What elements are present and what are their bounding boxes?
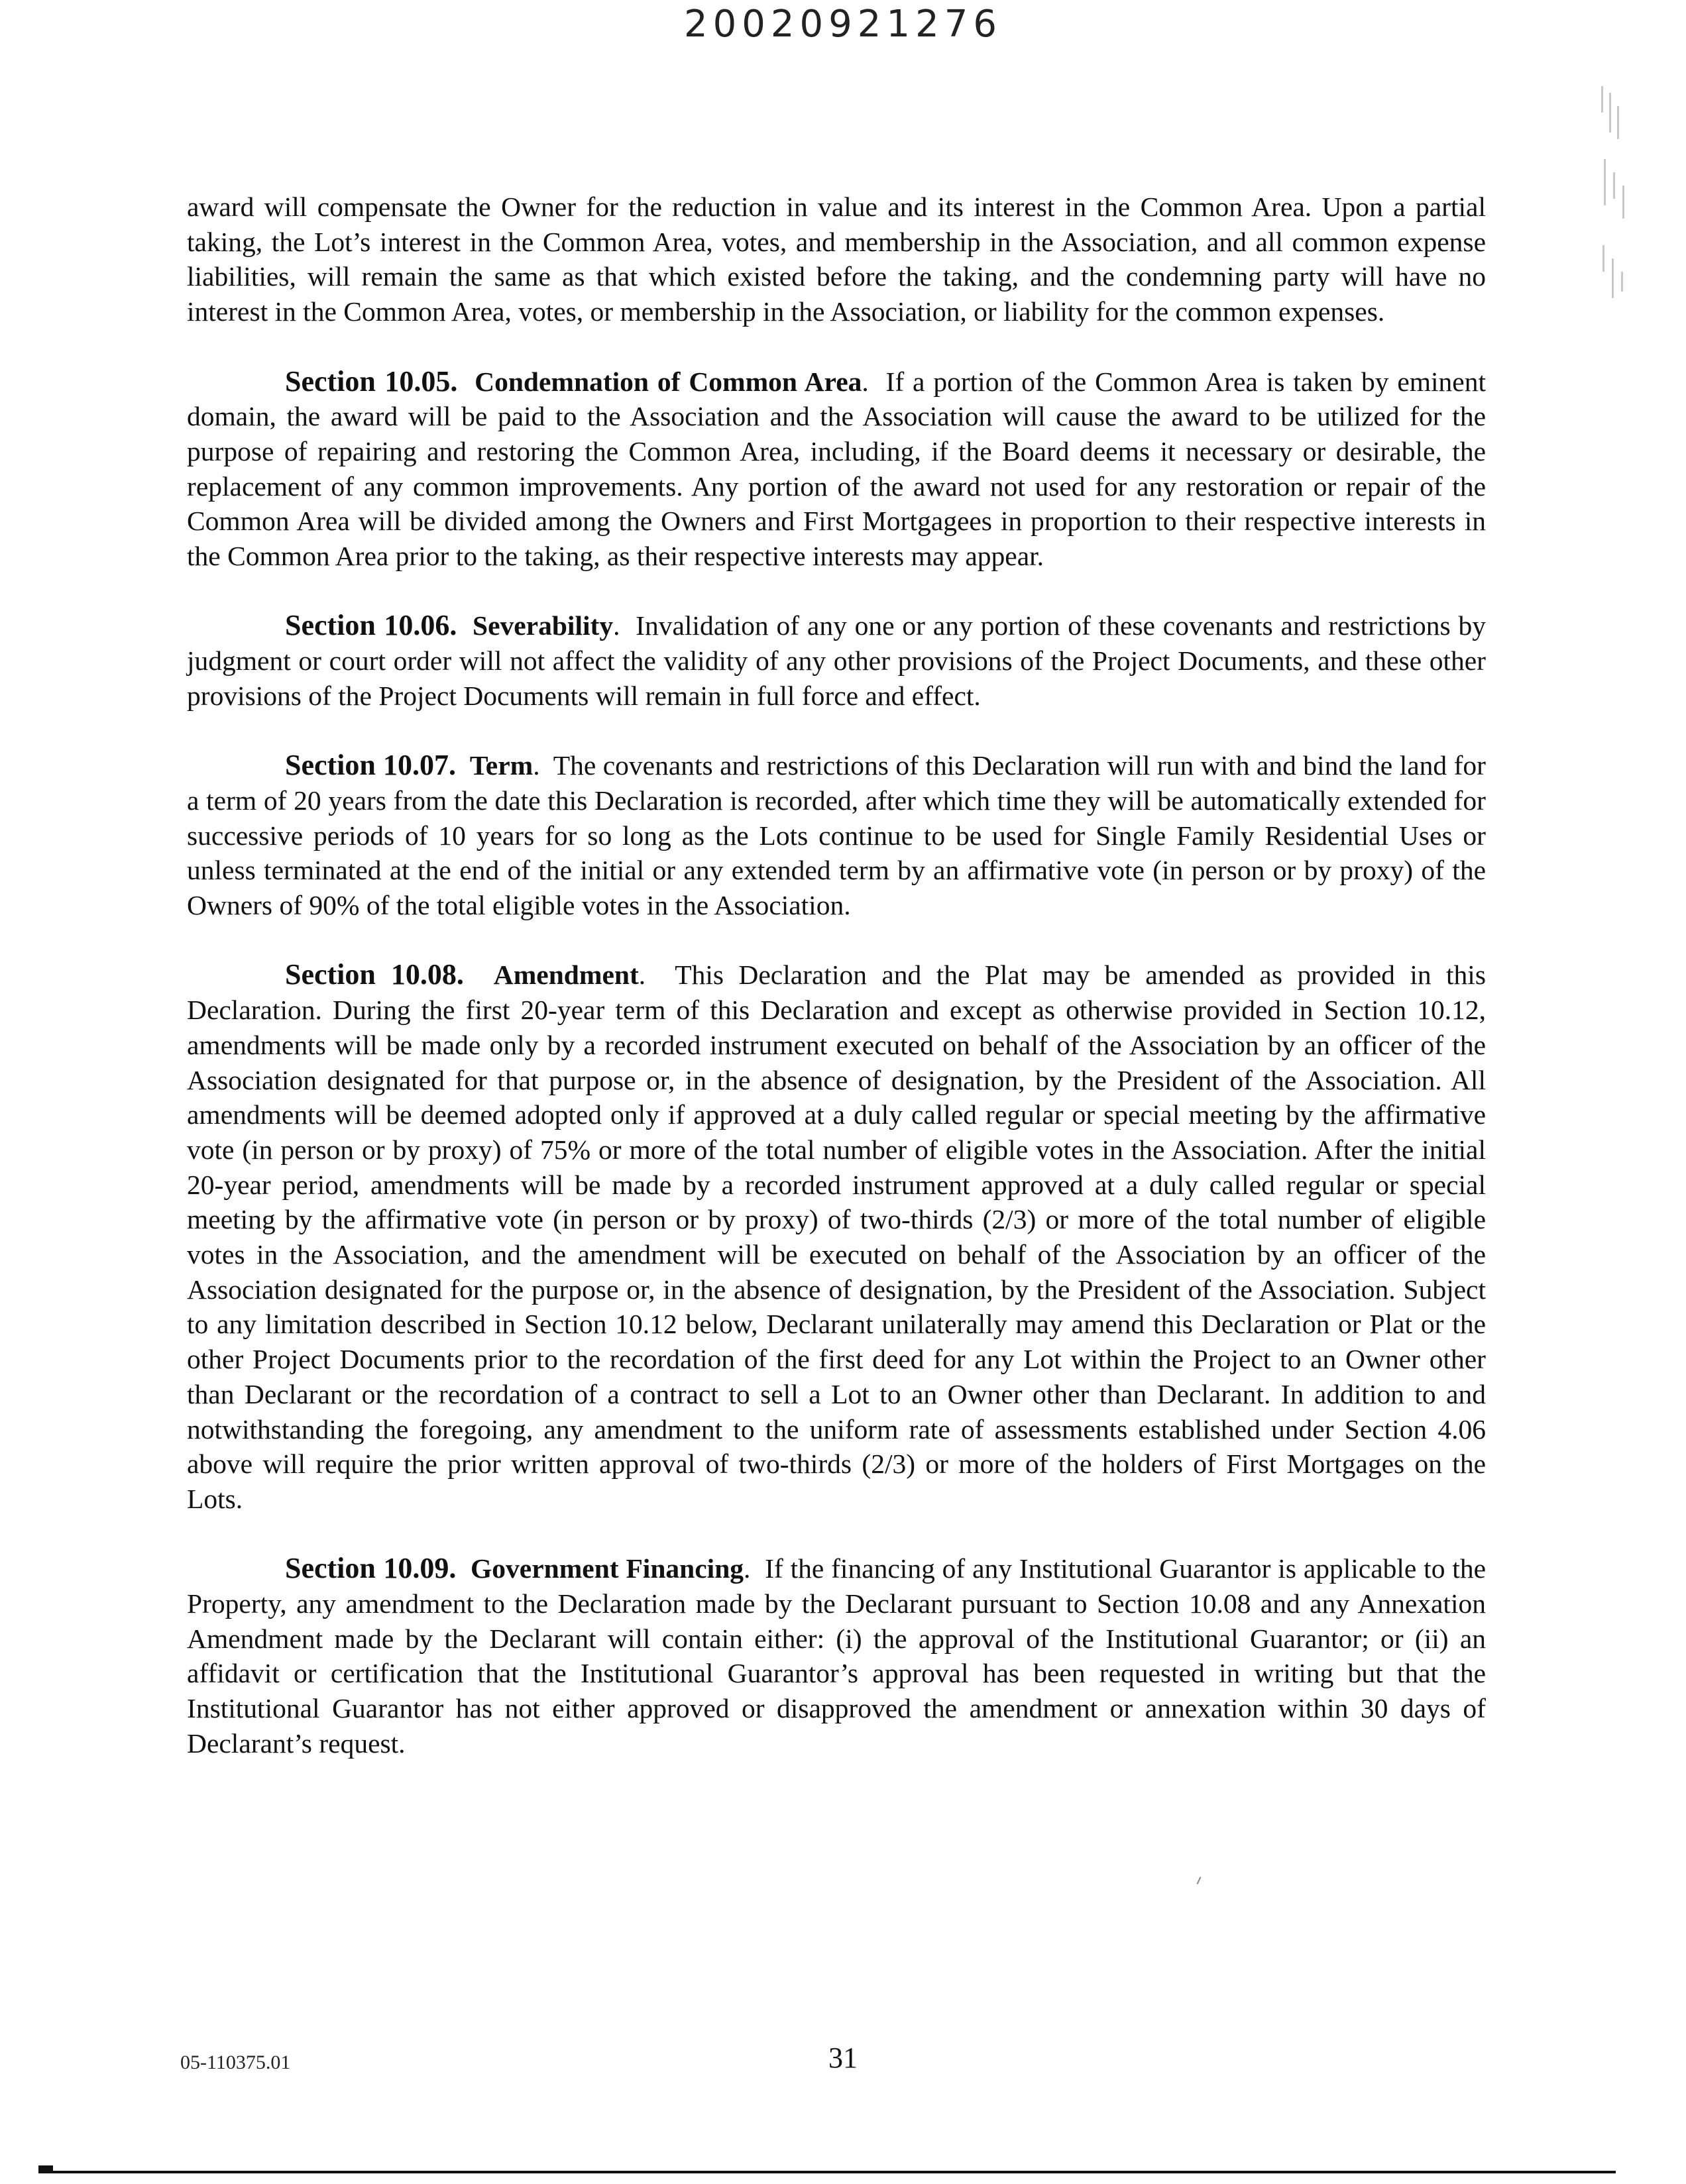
- section-10-09: Section 10.09. Government Financing. If the financing of any Institutional Guarantor is applicable to the Property, any amendment to the Declaration made by the Declarant pursuant to Section 10.08 and any Annexation Amendment made by the Declarant will contain either: (i) the approval of the Institutional Guarantor; or (ii) an affidavit or certification that the Institutional Guarantor’s approval has been requested in writing but that the Institutional Guarantor has not either approved or disapproved the amendment or annexation within 30 days of Declarant’s request.: [187, 1552, 1486, 1759]
- bottom-rule: [38, 2171, 1616, 2173]
- section-title: Term: [469, 750, 534, 781]
- section-text: If a portion of the Common Area is taken by eminent domain, the award will be paid to the Association and the Association will cause the award to be utilized for the purpose of repairing and restoring the Common Area, including, if the Board deems it necessary or desirable, the replacement of any common improvements. Any portion of the award not used for any restoration or repair of the Common Area will be divided among the Owners and First Mortgagees in proportion to their respective interests in the Common Area prior to the taking, as their respective interests may appear.: [187, 366, 1486, 572]
- pen-mark: [1197, 1877, 1202, 1884]
- side-stamp-mark: [1597, 86, 1637, 305]
- document-number: 20020921276: [684, 3, 1002, 46]
- section-10-05: Section 10.05. Condemnation of Common Area. If a portion of the Common Area is taken by eminent domain, the award will be paid to the Association and the Association will cause the award to be utilized for the purpose of repairing and restoring the Common Area, including, if the Board deems it necessary or desirable, the replacement of any common improvements. Any portion of the award not used for any restoration or repair of the Common Area will be divided among the Owners and First Mortgagees in proportion to their respective interests in the Common Area prior to the taking, as their respective interests may appear.: [187, 364, 1486, 572]
- page-number: 31: [828, 2042, 858, 2074]
- section-text: Invalidation of any one or any portion of these covenants and restrictions by judgment or court order will not affect the validity of any other provisions of the Project Documents, and these other provisions of the Project Documents will remain in full force and effect.: [187, 610, 1487, 711]
- section-number: Section 10.09.: [285, 1552, 457, 1585]
- section-text: If the financing of any Institutional Guarantor is applicable to the Property, any amendment to the Declaration made by the Declarant pursuant to Section 10.08 and any Annexation Amendment made by the Declarant will contain either: (i) the approval of the Institutional Guarantor; or (ii) an affidavit or certification that the Institutional Guarantor’s approval has been requested in writing but that the Institutional Guarantor has not either approved or disapproved the amendment or annexation within 30 days of Declarant’s request.: [187, 1553, 1486, 1759]
- section-10-08: Section 10.08. Amendment. This Declaration and the Plat may be amended as provided in this Declaration. During the first 20-year term of this Declaration and except as otherwise provided in Section 10.12, amendments will be made only by a recorded instrument executed on behalf of the Association by an officer of the Association designated for that purpose or, in the absence of designation, by the President of the Association. All amendments will be deemed adopted only if approved at a duly called regular or special meeting by the affirmative vote (in person or by proxy) of 75% or more of the total number of eligible votes in the Association. After the initial 20-year period, amendments will be made by a recorded instrument approved at a duly called regular or special meeting by the affirmative vote (in person or by proxy) of two-thirds (2/3) or more of the total number of eligible votes in the Association, and the amendment will be executed on behalf of the Association by an officer of the Association designated for the purpose or, in the absence of designation, by the President of the Association. Subject to any limitation described in Section 10.12 below, Declarant unilaterally may amend this Declaration or Plat or the other Project Documents prior to the recordation of the first deed for any Lot within the Project to an Owner other than Declarant or the recordation of a contract to sell a Lot to an Owner other than Declarant. In addition to and notwithstanding the foregoing, any amendment to the uniform rate of assessments established under Section 4.06 above will require the prior written approval of two-thirds (2/3) or more of the holders of First Mortgages on the Lots.: [187, 958, 1486, 1514]
- section-title: Government Financing: [471, 1553, 744, 1584]
- section-title: Condemnation of Common Area: [475, 366, 862, 397]
- section-number: Section 10.08.: [285, 958, 464, 991]
- section-number: Section 10.07.: [285, 749, 456, 782]
- section-10-07: Section 10.07. Term. The covenants and restrictions of this Declaration will run with and bind the land for a term of 20 years from the date this Declaration is recorded, after which time they will be automatically extended for successive periods of 10 years for so long as the Lots continue to be used for Single Family Residential Uses or unless terminated at the end of the initial or any extended term by an affirmative vote (in person or by proxy) of the Owners of 90% of the total eligible votes in the Association.: [187, 749, 1486, 921]
- section-10-06: Section 10.06. Severability. Invalidation of any one or any portion of these covenants and restrictions by judgment or court order will not affect the validity of any other provisions of the Project Documents, and these other provisions of the Project Documents will remain in full force and effect.: [187, 609, 1487, 711]
- continuation-paragraph: award will compensate the Owner for the reduction in value and its interest in the Common Area. Upon a partial taking, the Lot’s interest in the Common Area, votes, and membership in the Association, and all common expense liabilities, will remain the same as that which existed before the taking, and the condemning party will have no interest in the Common Area, votes, or membership in the Association, or liability for the common expenses.: [187, 191, 1486, 327]
- section-number: Section 10.06.: [285, 609, 457, 642]
- document-body: [187, 190, 1486, 1796]
- section-number: Section 10.05.: [285, 364, 458, 398]
- footer-document-code: 05-110375.01: [180, 2051, 291, 2073]
- section-title: Amendment: [493, 959, 639, 991]
- section-title: Severability: [473, 610, 614, 641]
- section-text: The covenants and restrictions of this Declaration will run with and bind the land for a term of 20 years from the date this Declaration is recorded, after which time they will be automatically extended for successive periods of 10 years for so long as the Lots continue to be used for Single Family Residential Uses or unless terminated at the end of the initial or any extended term by an affirmative vote (in person or by proxy) of the Owners of 90% of the total eligible votes in the Association.: [187, 750, 1486, 921]
- section-text: This Declaration and the Plat may be amended as provided in this Declaration. During the first 20-year term of this Declaration and except as otherwise provided in Section 10.12, amendments will be made only by a recorded instrument executed on behalf of the Association by an officer of the Association designated for that purpose or, in the absence of designation, by the President of the Association. All amendments will be deemed adopted only if approved at a duly called regular or special meeting by the affirmative vote (in person or by proxy) of 75% or more of the total number of eligible votes in the Association. After the initial 20-year period, amendments will be made by a recorded instrument approved at a duly called regular or special meeting by the affirmative vote (in person or by proxy) of two-thirds (2/3) or more of the total number of eligible votes in the Association, and the amendment will be executed on behalf of the Association by an officer of the Association designated for the purpose or, in the absence of designation, by the President of the Association. Subject to any limitation described in Section 10.12 below, Declarant unilaterally may amend this Declaration or Plat or the other Project Documents prior to the recordation of the first deed for any Lot within the Project to an Owner other than Declarant or the recordation of a contract to sell a Lot to an Owner other than Declarant. In addition to and notwithstanding the foregoing, any amendment to the uniform rate of assessments established under Section 4.06 above will require the prior written approval of two-thirds (2/3) or more of the holders of First Mortgages on the Lots.: [187, 959, 1486, 1514]
